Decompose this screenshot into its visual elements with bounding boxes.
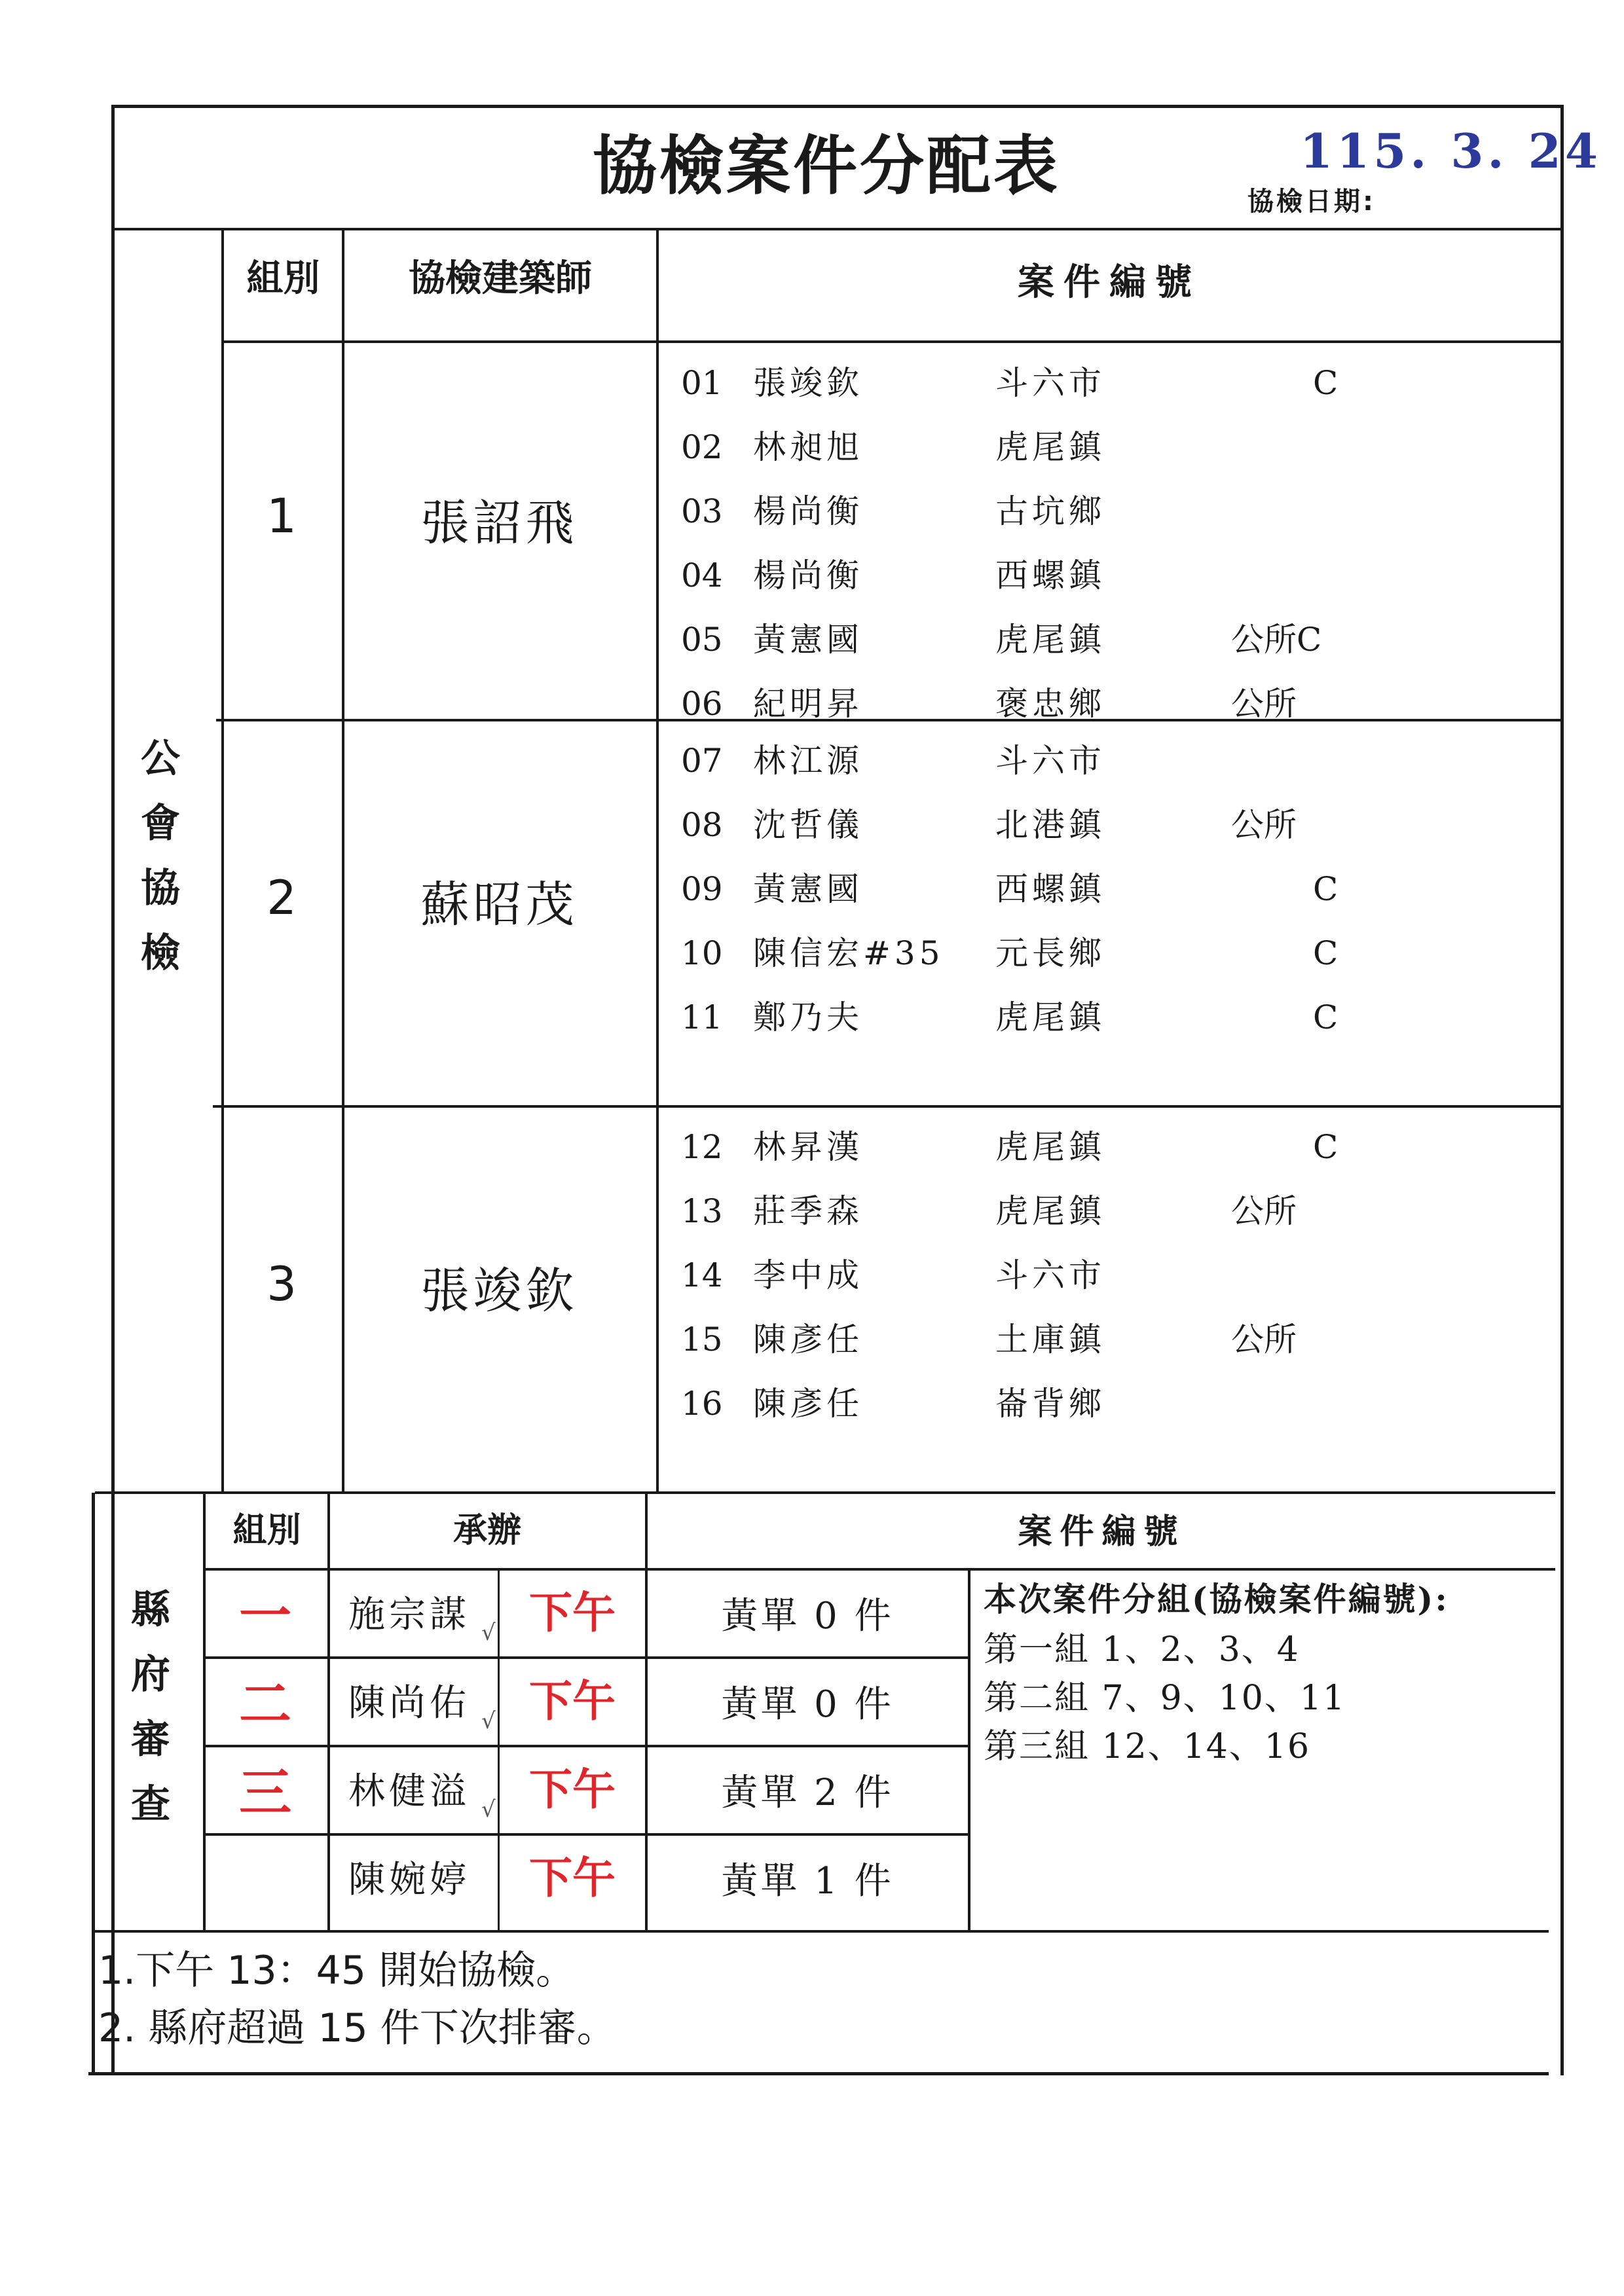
case-row: [661, 1119, 1559, 1178]
case-row: [661, 1376, 1559, 1434]
summary-title: 本次案件分組(協檢案件編號):: [984, 1580, 1449, 1618]
section-label-county: [124, 1578, 177, 1837]
case-town: 虎尾鎮: [995, 1128, 1105, 1166]
handler-name: 林健溢: [348, 1770, 470, 1813]
time-label: 下午: [529, 1764, 616, 1815]
section-label-char: 審: [131, 1717, 170, 1762]
case-number: 01: [681, 364, 723, 402]
summary-line: 第二組 7、9、10、11: [984, 1679, 1346, 1718]
county-header-handler: 承辦: [452, 1511, 521, 1550]
case-number: 11: [681, 998, 723, 1036]
header-cases: 案件編號: [1018, 261, 1201, 304]
header-architect: 協檢建築師: [409, 257, 592, 300]
case-town: 斗六市: [995, 1256, 1105, 1294]
case-number: 05: [681, 621, 723, 659]
case-architect: 楊尚衡: [753, 492, 863, 530]
note-line: 2. 縣府超過 15 件下次排審。: [98, 2005, 616, 2051]
case-town: 虎尾鎮: [995, 428, 1105, 466]
case-architect: 陳信宏#35: [753, 934, 944, 972]
case-architect: 黃憲國: [753, 621, 863, 659]
case-architect: 張竣欽: [753, 364, 863, 402]
case-number: 14: [681, 1256, 723, 1294]
case-note: C: [1313, 934, 1338, 972]
county-group-mark: 一: [239, 1586, 291, 1647]
handler-name: 施宗謀: [348, 1594, 470, 1636]
case-row: [661, 1247, 1559, 1306]
case-number: 06: [681, 685, 723, 723]
county-header-cases: 案件編號: [1018, 1512, 1186, 1552]
time-label: 下午: [529, 1676, 616, 1726]
case-architect: 林昇漢: [753, 1128, 863, 1166]
case-town: 崙背鄉: [995, 1385, 1105, 1423]
case-row: [661, 547, 1559, 606]
county-header-group: 組別: [232, 1511, 301, 1550]
case-town: 古坑鄉: [995, 492, 1105, 530]
case-number: 10: [681, 934, 723, 972]
architect-name: 張詔飛: [420, 494, 578, 551]
section-label-char: 府: [131, 1652, 170, 1698]
case-architect: 林昶旭: [753, 428, 863, 466]
group-number: 1: [267, 488, 297, 543]
section-label-char: 縣: [131, 1587, 170, 1633]
date-stamp: 115. 3. 24: [1300, 123, 1602, 179]
case-town: 西螺鎮: [995, 556, 1105, 594]
section-label-char: 檢: [141, 930, 180, 976]
yellow-slip-count: 黃單 2 件: [721, 1772, 894, 1814]
case-number: 13: [681, 1192, 723, 1230]
case-number: 03: [681, 492, 723, 530]
case-row: [661, 355, 1559, 414]
group-number: 2: [267, 870, 297, 925]
case-row: [661, 925, 1559, 984]
case-number: 08: [681, 806, 723, 844]
case-number: 12: [681, 1128, 723, 1166]
case-number: 09: [681, 870, 723, 908]
case-architect: 楊尚衡: [753, 556, 863, 594]
case-number: 02: [681, 428, 723, 466]
case-number: 04: [681, 556, 723, 594]
case-town: 北港鎮: [995, 806, 1105, 844]
header-group: 組別: [246, 257, 320, 300]
section-label-public: [134, 727, 187, 986]
case-note: 公所C: [1231, 621, 1322, 659]
case-architect: 陳彥任: [753, 1321, 863, 1358]
case-town: 斗六市: [995, 364, 1105, 402]
case-architect: 莊季森: [753, 1192, 863, 1230]
section-label-char: 協: [141, 866, 180, 911]
case-row: [661, 797, 1559, 856]
architect-name: 張竣欽: [420, 1263, 578, 1319]
summary-line: 第一組 1、2、3、4: [984, 1630, 1300, 1669]
note-line: 1.下午 13：45 開始協檢。: [98, 1948, 576, 1994]
case-architect: 紀明昇: [753, 685, 863, 723]
check-mark: √: [481, 1796, 496, 1823]
case-note: 公所: [1231, 1192, 1297, 1230]
check-mark: √: [481, 1620, 496, 1646]
check-mark: √: [481, 1708, 496, 1734]
case-row: [661, 419, 1559, 478]
case-row: [661, 676, 1559, 735]
case-number: 16: [681, 1385, 723, 1423]
case-row: [661, 483, 1559, 542]
case-number: 07: [681, 742, 723, 780]
case-town: 土庫鎮: [995, 1321, 1105, 1358]
case-architect: 黃憲國: [753, 870, 863, 908]
section-label-char: 公: [141, 736, 180, 782]
case-number: 15: [681, 1321, 723, 1358]
section-label-char: 會: [141, 801, 180, 847]
handler-name: 陳婉婷: [348, 1859, 470, 1901]
case-note: 公所: [1231, 806, 1297, 844]
case-architect: 林江源: [753, 742, 863, 780]
case-note: 公所: [1231, 1321, 1297, 1358]
group-number: 3: [267, 1256, 297, 1311]
case-row: [661, 733, 1559, 792]
case-row: [661, 1311, 1559, 1370]
case-town: 斗六市: [995, 742, 1105, 780]
case-architect: 陳彥任: [753, 1385, 863, 1423]
case-town: 西螺鎮: [995, 870, 1105, 908]
case-town: 虎尾鎮: [995, 1192, 1105, 1230]
time-label: 下午: [529, 1588, 616, 1638]
case-town: 元長鄉: [995, 934, 1105, 972]
section-label-char: 查: [131, 1781, 170, 1827]
case-note: C: [1313, 1128, 1338, 1166]
case-town: 虎尾鎮: [995, 998, 1105, 1036]
case-town: 褒忠鄉: [995, 685, 1105, 723]
summary-line: 第三組 12、14、16: [984, 1727, 1311, 1766]
case-row: [661, 611, 1559, 670]
case-row: [661, 861, 1559, 920]
architect-name: 蘇昭茂: [420, 877, 578, 933]
yellow-slip-count: 黃單 1 件: [721, 1860, 894, 1903]
case-note: 公所: [1231, 685, 1297, 723]
case-row: [661, 989, 1559, 1048]
case-note: C: [1313, 998, 1338, 1036]
county-group-mark: 三: [239, 1762, 291, 1823]
time-label: 下午: [529, 1853, 616, 1903]
handler-name: 陳尚佑: [348, 1682, 470, 1724]
case-architect: 李中成: [753, 1256, 863, 1294]
county-group-mark: 二: [239, 1674, 291, 1735]
case-note: C: [1313, 870, 1338, 908]
case-architect: 鄭乃夫: [753, 998, 863, 1036]
yellow-slip-count: 黃單 0 件: [721, 1595, 894, 1637]
case-architect: 沈哲儀: [753, 806, 863, 844]
date-label: 協檢日期:: [1247, 187, 1376, 217]
yellow-slip-count: 黃單 0 件: [721, 1683, 894, 1726]
case-row: [661, 1183, 1559, 1242]
case-note: C: [1313, 364, 1338, 402]
case-town: 虎尾鎮: [995, 621, 1105, 659]
page-title: 協檢案件分配表: [593, 129, 1061, 204]
